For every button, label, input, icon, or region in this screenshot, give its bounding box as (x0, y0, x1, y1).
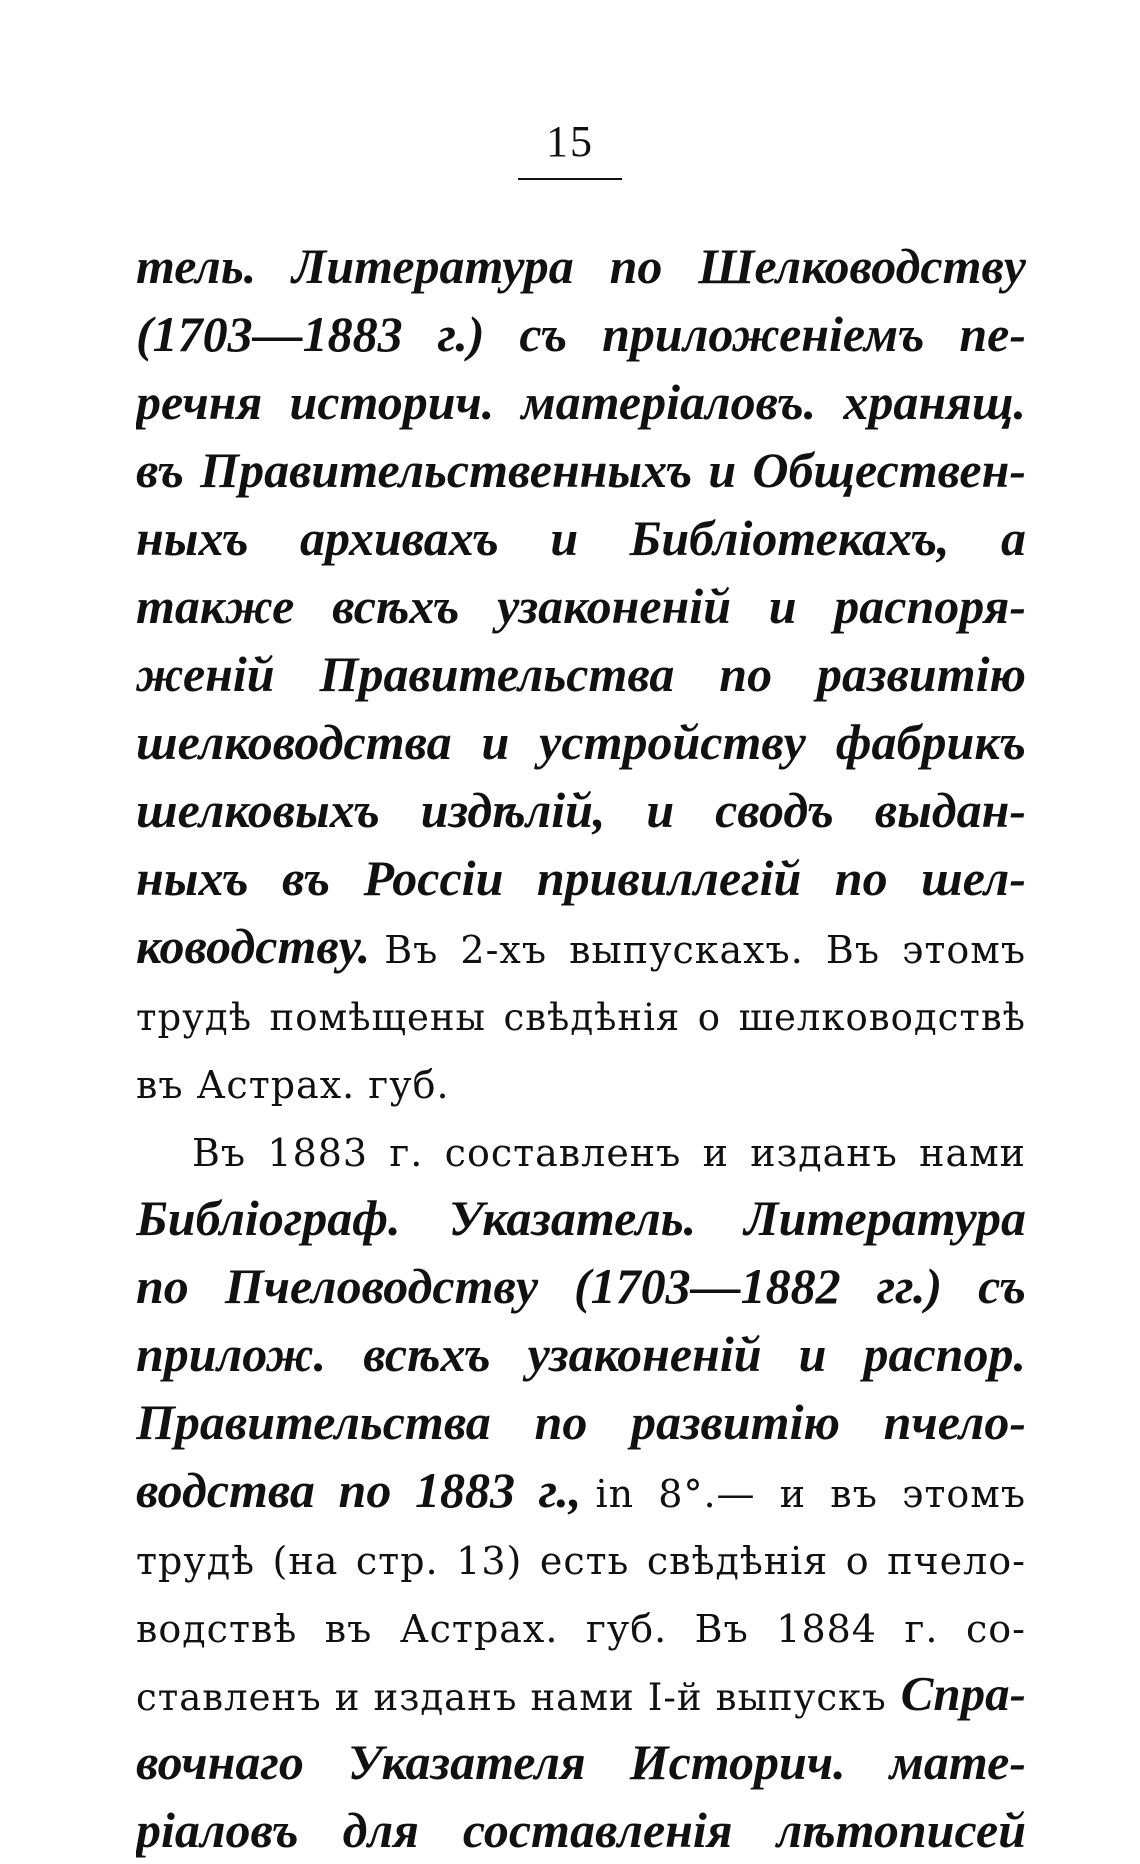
text-line (136, 368, 1026, 436)
text-line (136, 504, 1026, 572)
text-run-italic: шелковыхъ издѣлій, и сводъ выдан- (136, 782, 1026, 838)
text-run-roman: трудѣ помѣщены свѣдѣнія о шелководствѣ (136, 996, 1026, 1039)
text-line (136, 1728, 1026, 1796)
text-run-italic: въ Правительственныхъ и Обществен- (136, 442, 1026, 498)
text-run-italic: шелководства и устройству фабрикъ (136, 714, 1026, 770)
text-line (136, 1524, 1026, 1592)
text-run-italic: женій Правительства по развитію (136, 646, 1026, 702)
text-line (136, 1456, 1026, 1524)
text-line (136, 1184, 1026, 1252)
text-run-italic: ріаловъ для составленія лѣтописей (136, 1802, 1026, 1858)
text-run-roman: ставленъ и изданъ нами I-й выпускъ (136, 1676, 887, 1719)
text-run-italic: Спра- (900, 1666, 1026, 1721)
text-line (136, 640, 1026, 708)
text-run-italic: ководству. (136, 918, 371, 974)
text-run-italic: речня историч. матеріаловъ. хранящ. (136, 374, 1026, 430)
text-run-italic: (1703—1883 г.) съ приложеніемъ пе- (136, 306, 1026, 362)
text-line (136, 912, 1026, 980)
page-number-rule (518, 178, 622, 180)
text-line (136, 1592, 1026, 1660)
text-run-italic: ныхъ архивахъ и Библіотекахъ, а (136, 510, 1026, 566)
text-line (136, 1388, 1026, 1456)
text-run-roman: трудѣ (на стр. 13) есть свѣдѣнія о пчело- (136, 1539, 1026, 1583)
text-line (136, 572, 1026, 640)
text-run-italic: Правительства по развитію пчело- (136, 1394, 1026, 1450)
text-line (136, 300, 1026, 368)
text-line (136, 844, 1026, 912)
text-run-roman: водствѣ въ Астрах. губ. Въ 1884 г. со- (136, 1607, 1026, 1651)
text-line (136, 1252, 1026, 1320)
text-run-roman: in 8°.— и въ этомъ (595, 1472, 1026, 1516)
text-line (136, 1660, 1026, 1728)
text-run-italic: ныхъ въ Россіи привиллегій по шел- (136, 850, 1026, 906)
page-number: 15 (546, 117, 594, 166)
text-line (136, 1320, 1026, 1388)
text-line (136, 232, 1026, 300)
text-run-italic: также всѣхъ узаконеній и распоря- (136, 578, 1026, 634)
text-line (136, 708, 1026, 776)
text-run-roman: Въ 1883 г. составленъ и изданъ нами (192, 1131, 1026, 1175)
text-line (136, 1796, 1026, 1864)
text-line (136, 436, 1026, 504)
text-run-italic: Библіограф. Указатель. Литература (136, 1190, 1026, 1246)
text-run-italic: водства по 1883 г., (136, 1462, 582, 1518)
text-line (136, 776, 1026, 844)
text-line (136, 980, 1026, 1048)
text-run-italic: вочнаго Указателя Историч. мате- (136, 1734, 1026, 1790)
text-run-italic: тель. Литература по Шелководству (136, 238, 1026, 294)
text-line (136, 1116, 1026, 1184)
text-run-italic: по Пчеловодству (1703—1882 гг.) съ (136, 1258, 1026, 1314)
text-run-roman: въ Астрах. губ. (136, 1063, 450, 1107)
text-line (136, 1048, 1026, 1116)
text-run-italic: прилож. всѣхъ узаконеній и распор. (136, 1326, 1026, 1382)
body-text (136, 232, 1026, 1864)
text-run-roman: Въ 2-хъ выпускахъ. Въ этомъ (384, 928, 1026, 972)
